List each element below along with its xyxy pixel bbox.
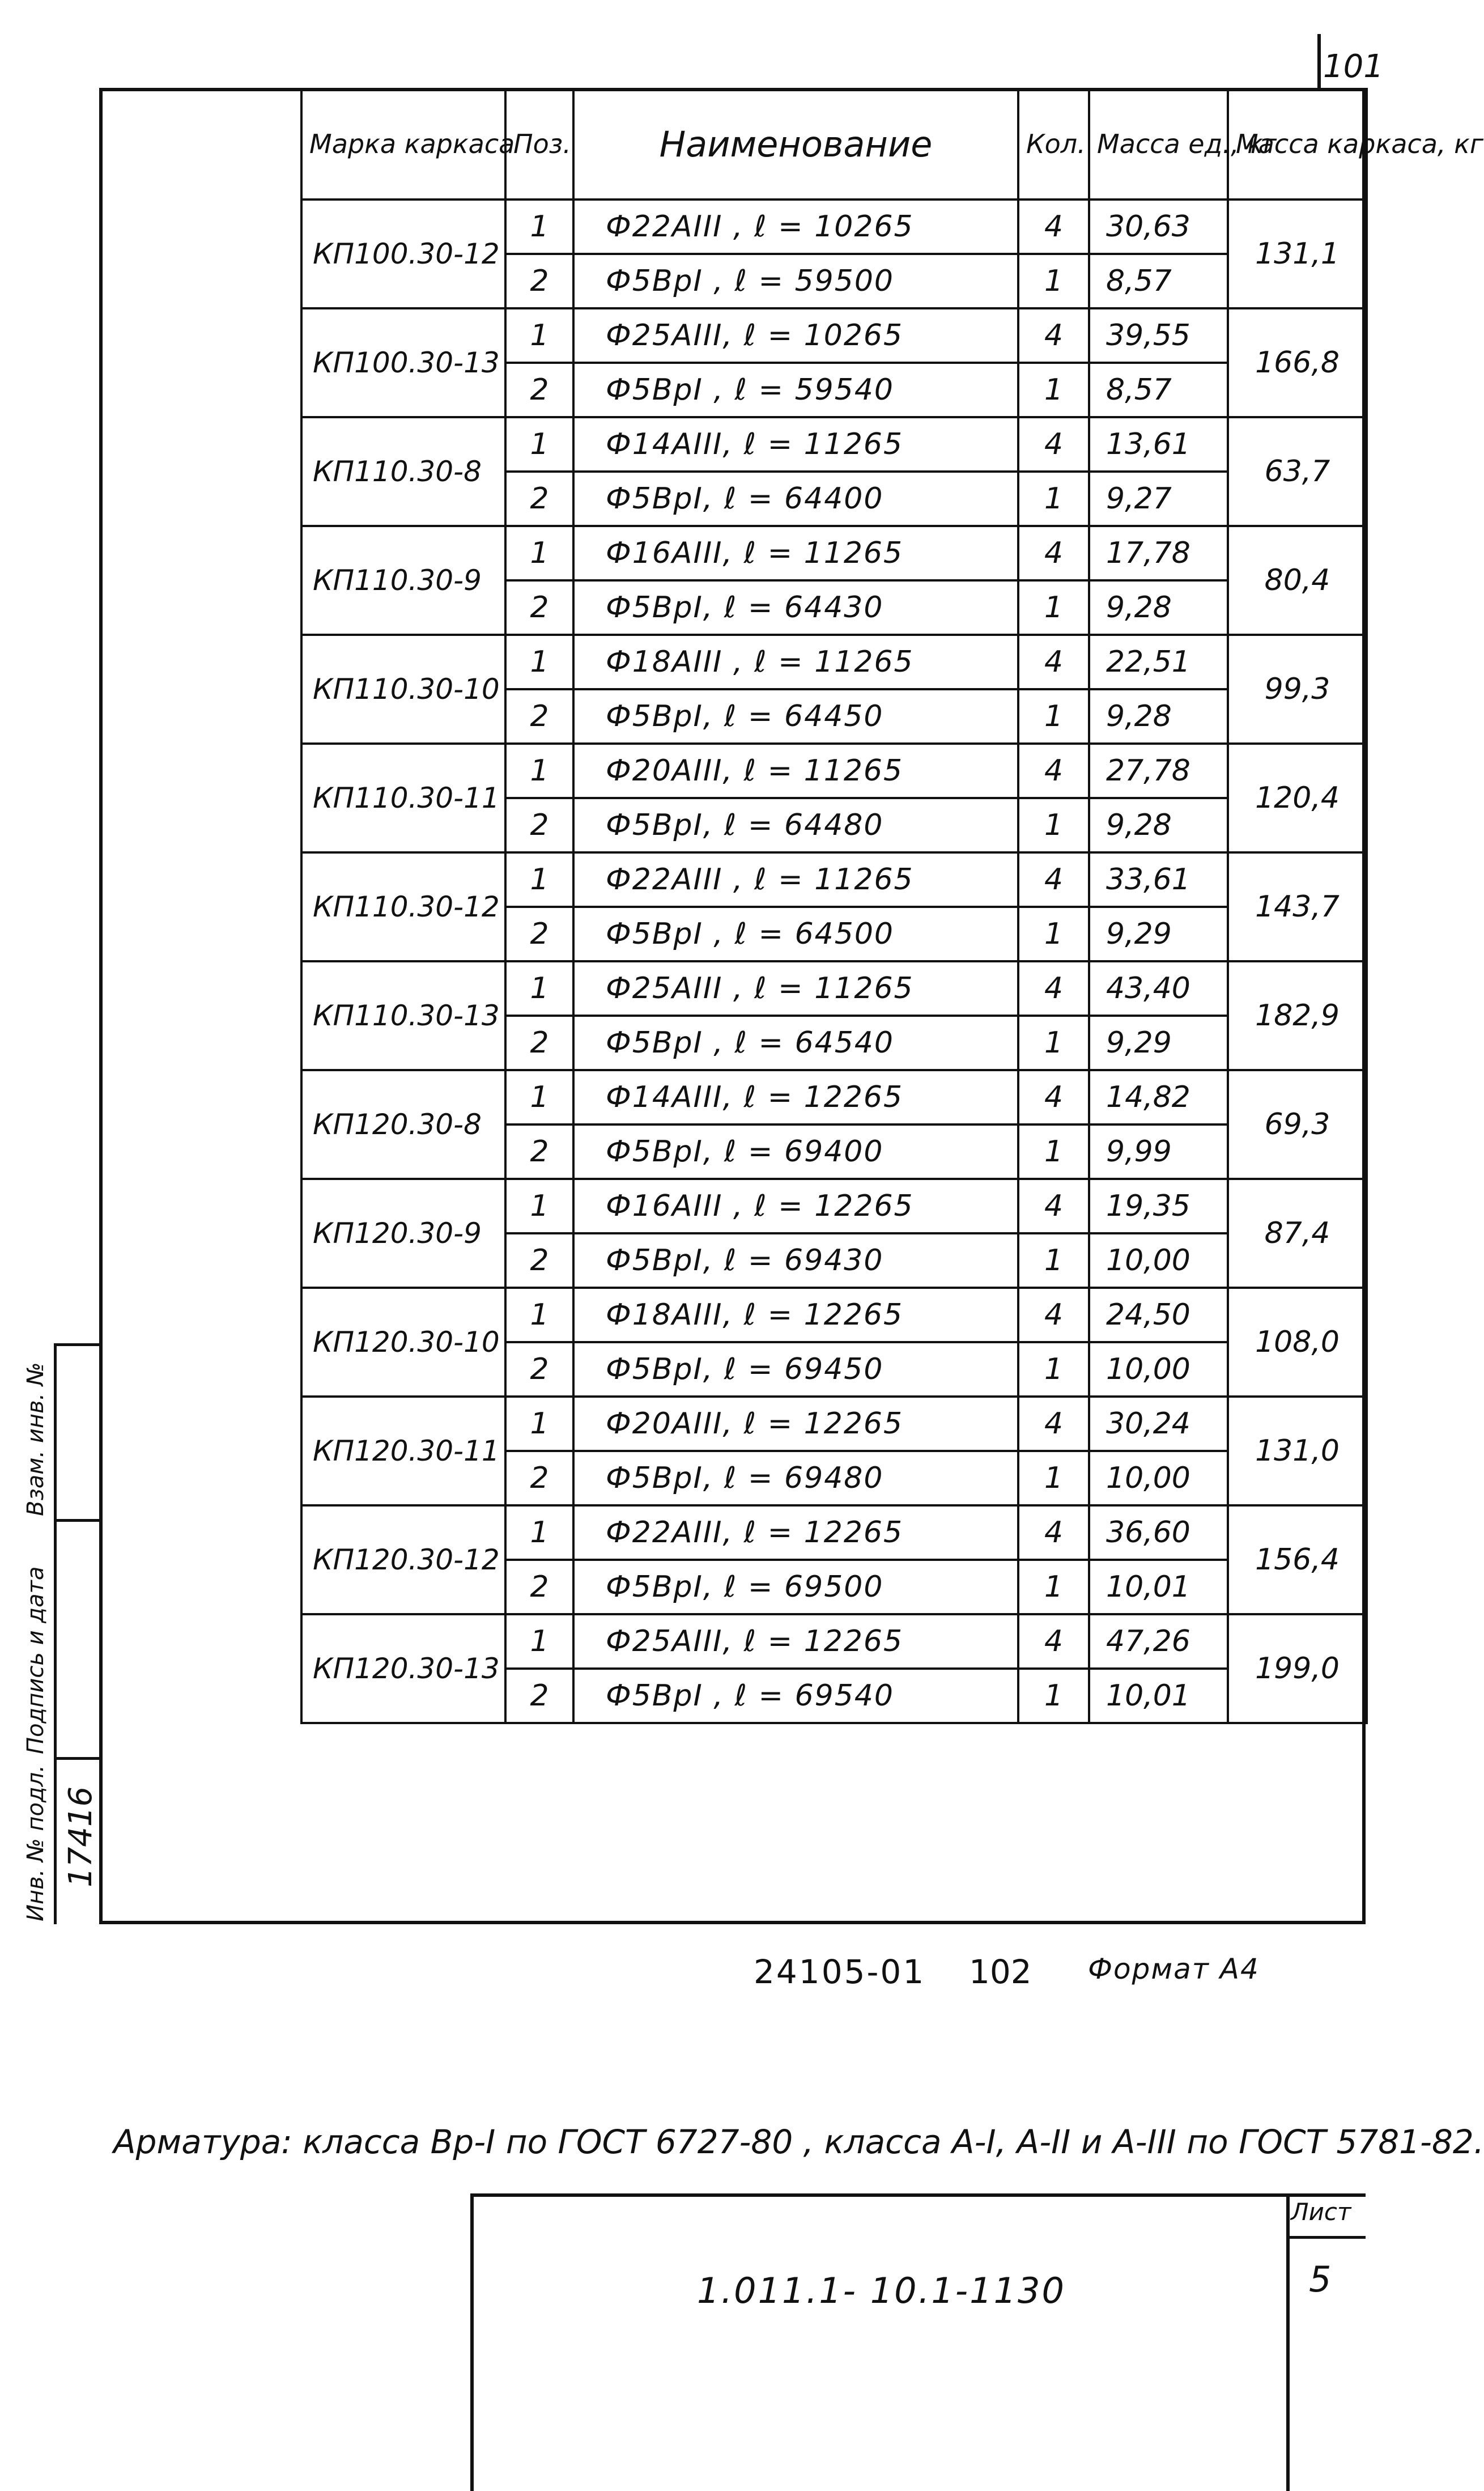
unit-mass: 10,01: [1089, 1560, 1228, 1614]
position: 2: [505, 1124, 573, 1179]
frame-mass: 182,9: [1228, 961, 1367, 1070]
position: 1: [505, 852, 573, 907]
quantity: 4: [1018, 1070, 1089, 1124]
position: 1: [505, 526, 573, 580]
quantity: 1: [1018, 1016, 1089, 1070]
quantity: 1: [1018, 1233, 1089, 1288]
frame-mark: КП120.30-9: [301, 1179, 505, 1288]
item-name: Ф5ВрI, ℓ = 64480: [573, 798, 1018, 852]
unit-mass: 30,63: [1089, 200, 1228, 254]
table-row: [301, 961, 1367, 1016]
unit-mass: 33,61: [1089, 852, 1228, 907]
quantity: 1: [1018, 907, 1089, 961]
quantity: 4: [1018, 417, 1089, 472]
frame-mark: КП120.30-8: [301, 1070, 505, 1179]
unit-mass: 9,29: [1089, 907, 1228, 961]
item-name: Ф5ВрI, ℓ = 64450: [573, 689, 1018, 744]
unit-mass: 14,82: [1089, 1070, 1228, 1124]
unit-mass: 9,28: [1089, 689, 1228, 744]
quantity: 4: [1018, 1614, 1089, 1669]
quantity: 1: [1018, 1669, 1089, 1723]
item-name: Ф5ВрI , ℓ = 59500: [573, 254, 1018, 308]
unit-mass: 9,28: [1089, 798, 1228, 852]
table-row: [301, 852, 1367, 907]
quantity: 4: [1018, 200, 1089, 254]
table-row: [301, 744, 1367, 798]
quantity: 1: [1018, 1560, 1089, 1614]
frame-mark: КП120.30-10: [301, 1288, 505, 1397]
position: 1: [505, 1179, 573, 1233]
quantity: 4: [1018, 526, 1089, 580]
item-name: Ф22АIII, ℓ = 12265: [573, 1505, 1018, 1560]
side-strip-line: [54, 1343, 57, 1924]
unit-mass: 10,00: [1089, 1451, 1228, 1505]
position: 2: [505, 1016, 573, 1070]
unit-mass: 22,51: [1089, 635, 1228, 689]
unit-mass: 39,55: [1089, 308, 1228, 363]
reinforcement-note: Арматура: класса Вр-I по ГОСТ 6727-80 , класса А-I, А-II и А-III по ГОСТ 5781-82.: [113, 2123, 1484, 2161]
header-name: Наименование: [573, 89, 1018, 200]
page-number: 101: [1323, 48, 1384, 85]
header-pos: Поз.: [505, 89, 573, 200]
frame-mark: КП110.30-8: [301, 417, 505, 526]
quantity: 4: [1018, 744, 1089, 798]
table-row: [301, 1614, 1367, 1669]
table-row: [301, 1070, 1367, 1124]
position: 2: [505, 1451, 573, 1505]
item-name: Ф20АIII, ℓ = 12265: [573, 1397, 1018, 1451]
footer-format: Формат А4: [1088, 1953, 1260, 1985]
footer-number: 102: [969, 1953, 1032, 1991]
quantity: 4: [1018, 1288, 1089, 1342]
unit-mass: 13,61: [1089, 417, 1228, 472]
position: 2: [505, 1233, 573, 1288]
frame-mass: 63,7: [1228, 417, 1367, 526]
sheet-number: 5: [1309, 2259, 1332, 2300]
frame-mass: 108,0: [1228, 1288, 1367, 1397]
position: 1: [505, 1397, 573, 1451]
quantity: 1: [1018, 1451, 1089, 1505]
position: 1: [505, 1288, 573, 1342]
frame-mass: 199,0: [1228, 1614, 1367, 1723]
table-header-row: [301, 89, 1367, 200]
table-row: [301, 417, 1367, 472]
position: 2: [505, 580, 573, 635]
unit-mass: 10,00: [1089, 1233, 1228, 1288]
frame-mark: КП100.30-13: [301, 308, 505, 417]
item-name: Ф25АIII , ℓ = 11265: [573, 961, 1018, 1016]
frame-mass: 99,3: [1228, 635, 1367, 744]
header-frame-mass: Масса каркаса, кг: [1228, 89, 1367, 200]
frame-mark: КП110.30-12: [301, 852, 505, 961]
quantity: 4: [1018, 1179, 1089, 1233]
unit-mass: 30,24: [1089, 1397, 1228, 1451]
position: 1: [505, 744, 573, 798]
quantity: 4: [1018, 308, 1089, 363]
frame-mass: 87,4: [1228, 1179, 1367, 1288]
quantity: 1: [1018, 580, 1089, 635]
item-name: Ф22АIII , ℓ = 10265: [573, 200, 1018, 254]
item-name: Ф18АIII, ℓ = 12265: [573, 1288, 1018, 1342]
position: 2: [505, 689, 573, 744]
frame-mark: КП120.30-12: [301, 1505, 505, 1614]
frame-mark: КП100.30-12: [301, 200, 505, 308]
position: 2: [505, 907, 573, 961]
position: 2: [505, 1669, 573, 1723]
frame-mass: 69,3: [1228, 1070, 1367, 1179]
unit-mass: 17,78: [1089, 526, 1228, 580]
unit-mass: 47,26: [1089, 1614, 1228, 1669]
table-row: [301, 1397, 1367, 1451]
item-name: Ф5ВрI, ℓ = 69450: [573, 1342, 1018, 1397]
position: 2: [505, 363, 573, 417]
item-name: Ф5ВрI , ℓ = 59540: [573, 363, 1018, 417]
item-name: Ф14АIII, ℓ = 11265: [573, 417, 1018, 472]
unit-mass: 9,99: [1089, 1124, 1228, 1179]
item-name: Ф5ВрI , ℓ = 64500: [573, 907, 1018, 961]
frame-mark: КП110.30-13: [301, 961, 505, 1070]
title-block: [470, 2193, 1366, 2491]
item-name: Ф5ВрI, ℓ = 69500: [573, 1560, 1018, 1614]
side-strip-divider: [54, 1757, 99, 1760]
quantity: 1: [1018, 472, 1089, 526]
quantity: 1: [1018, 689, 1089, 744]
frame-mass: 120,4: [1228, 744, 1367, 852]
unit-mass: 10,01: [1089, 1669, 1228, 1723]
quantity: 4: [1018, 1505, 1089, 1560]
quantity: 1: [1018, 1342, 1089, 1397]
footer-code: 24105-01: [754, 1953, 926, 1991]
position: 1: [505, 417, 573, 472]
frame-mass: 131,0: [1228, 1397, 1367, 1505]
unit-mass: 10,00: [1089, 1342, 1228, 1397]
unit-mass: 8,57: [1089, 363, 1228, 417]
unit-mass: 24,50: [1089, 1288, 1228, 1342]
frame-mass: 156,4: [1228, 1505, 1367, 1614]
item-name: Ф5ВрI, ℓ = 64430: [573, 580, 1018, 635]
position: 2: [505, 1342, 573, 1397]
unit-mass: 8,57: [1089, 254, 1228, 308]
quantity: 1: [1018, 1124, 1089, 1179]
position: 2: [505, 254, 573, 308]
unit-mass: 19,35: [1089, 1179, 1228, 1233]
frame-mark: КП110.30-9: [301, 526, 505, 635]
document-code: 1.011.1- 10.1-1130: [697, 2270, 1066, 2311]
page-number-tick: [1317, 34, 1321, 88]
quantity: 1: [1018, 254, 1089, 308]
position: 1: [505, 1070, 573, 1124]
item-name: Ф18АIII , ℓ = 11265: [573, 635, 1018, 689]
table-row: [301, 526, 1367, 580]
item-name: Ф16АIII, ℓ = 11265: [573, 526, 1018, 580]
frame-mass: 131,1: [1228, 200, 1367, 308]
table-row: [301, 200, 1367, 254]
table-row: [301, 1505, 1367, 1560]
specification-table: [300, 88, 1484, 1724]
position: 1: [505, 635, 573, 689]
unit-mass: 9,29: [1089, 1016, 1228, 1070]
frame-mark: КП110.30-10: [301, 635, 505, 744]
item-name: Ф5ВрI , ℓ = 69540: [573, 1669, 1018, 1723]
position: 1: [505, 1614, 573, 1669]
item-name: Ф22АIII , ℓ = 11265: [573, 852, 1018, 907]
unit-mass: 36,60: [1089, 1505, 1228, 1560]
item-name: Ф25АIII, ℓ = 10265: [573, 308, 1018, 363]
inventory-number: 17416: [62, 1786, 99, 1887]
side-label-signature-date: Подпись и дата: [23, 1566, 49, 1754]
table-row: [301, 635, 1367, 689]
side-label-inv-no: Инв. № подл.: [23, 1765, 49, 1921]
quantity: 4: [1018, 1397, 1089, 1451]
quantity: 4: [1018, 635, 1089, 689]
frame-mass: 166,8: [1228, 308, 1367, 417]
table-body: [301, 200, 1367, 1723]
position: 1: [505, 200, 573, 254]
quantity: 4: [1018, 852, 1089, 907]
position: 1: [505, 1505, 573, 1560]
table-row: [301, 1288, 1367, 1342]
position: 1: [505, 961, 573, 1016]
item-name: Ф5ВрI , ℓ = 64540: [573, 1016, 1018, 1070]
quantity: 1: [1018, 798, 1089, 852]
header-mark: Марка каркаса: [301, 89, 505, 200]
item-name: Ф5ВрI, ℓ = 69400: [573, 1124, 1018, 1179]
unit-mass: 43,40: [1089, 961, 1228, 1016]
item-name: Ф5ВрI, ℓ = 69480: [573, 1451, 1018, 1505]
unit-mass: 27,78: [1089, 744, 1228, 798]
item-name: Ф16АIII , ℓ = 12265: [573, 1179, 1018, 1233]
header-qty: Кол.: [1018, 89, 1089, 200]
sheet-divider: [1286, 2236, 1366, 2239]
position: 2: [505, 798, 573, 852]
item-name: Ф20АIII, ℓ = 11265: [573, 744, 1018, 798]
position: 2: [505, 1560, 573, 1614]
side-strip-divider: [54, 1519, 99, 1522]
frame-mass: 80,4: [1228, 526, 1367, 635]
unit-mass: 9,27: [1089, 472, 1228, 526]
sheet-label: Лист: [1291, 2198, 1351, 2226]
side-label-replaced-inv: Взам. инв. №: [23, 1362, 49, 1516]
frame-mass: 143,7: [1228, 852, 1367, 961]
item-name: Ф5ВрI, ℓ = 69430: [573, 1233, 1018, 1288]
frame-mark: КП110.30-11: [301, 744, 505, 852]
side-strip-divider: [54, 1343, 99, 1346]
table-row: [301, 1179, 1367, 1233]
frame-mark: КП120.30-13: [301, 1614, 505, 1723]
item-name: Ф5ВрI, ℓ = 64400: [573, 472, 1018, 526]
header-unit-mass: Масса ед., кг: [1089, 89, 1228, 200]
quantity: 4: [1018, 961, 1089, 1016]
item-name: Ф25АIII, ℓ = 12265: [573, 1614, 1018, 1669]
position: 2: [505, 472, 573, 526]
position: 1: [505, 308, 573, 363]
table-row: [301, 308, 1367, 363]
frame-mark: КП120.30-11: [301, 1397, 505, 1505]
quantity: 1: [1018, 363, 1089, 417]
unit-mass: 9,28: [1089, 580, 1228, 635]
item-name: Ф14АIII, ℓ = 12265: [573, 1070, 1018, 1124]
